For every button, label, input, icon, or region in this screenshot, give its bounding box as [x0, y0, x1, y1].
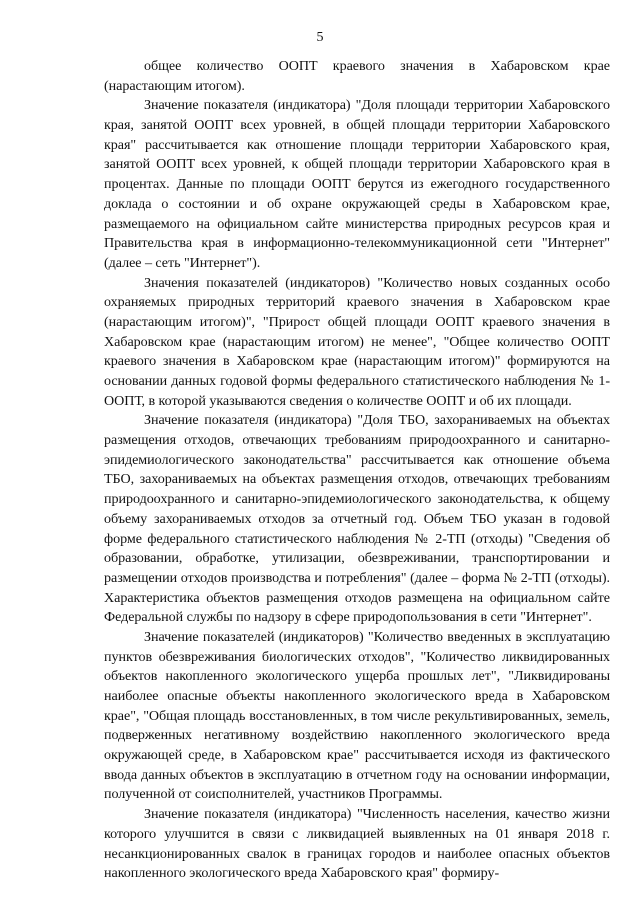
paragraph-oopt-count-indicators: Значения показателей (индикаторов) "Количество новых созданных особо охраняемых природных территорий краевого значения в Хабаровском крае (нарастающим итогом)", "Прирост общей площади ООПТ краевого значения в Хабаровском крае (нарастающим итогом) не менее", "Общее количество ООПТ краевого значения в Хабаровском крае (нарастающим итогом)" формируются на основании данных годовой формы федерального статистического наблюдения № 1-ООПТ, в которой указываются сведения о количестве ООПТ и об их площади. — [104, 274, 610, 409]
paragraph-waste-facilities: Значение показателей (индикаторов) "Количество введенных в эксплуатацию пунктов обезвреживания биологических отходов", "Количество ликвидированных объектов накопленного экологического ущерба прошлых лет", "Ликвидированы наиболее опасные объекты накопленного экологического вреда в Хабаровском крае", "Общая площадь восстановленных, в том числе рекультивированных, земель, подверженных негативному воздействию накопленного экологического вреда окружающей среде, в Хабаровском крае" рассчитывается исходя из фактического ввода данных объектов в эксплуатацию в отчетном году на основании информации, полученной от соисполнителей, участников Программы. — [104, 628, 610, 803]
document-body — [104, 57, 610, 884]
paragraph-continuation: общее количество ООПТ краевого значения в Хабаровском крае (нарастающим итогом). — [104, 58, 610, 94]
paragraph-oopt-area-share: Значение показателя (индикатора) "Доля площади территории Хабаровского края, занятой ООПТ всех уровней, в общей площади территории Хабаровского края" рассчитывается как отношение площади территории Хабаровского края, занятой ООПТ всех уровней, к общей площади территории Хабаровского края в процентах. Данные по площади ООПТ берутся из ежегодного государственного доклада о состоянии и об охране окружающей среды в Хабаровском крае, размещаемого на официальном сайте министерства природных ресурсов края и Правительства края в информационно-телекоммуникационной сети "Интернет" (далее – сеть "Интернет"). — [104, 97, 610, 271]
paragraph-population-quality: Значение показателя (индикатора) "Численность населения, качество жизни которого улучшится в связи с ликвидацией выявленных на 01 января 2018 г. несанкционированных свалок в границах городов и наиболее опасных объектов накопленного экологического вреда Хабаровского края" формиру- — [104, 806, 610, 882]
page-number: 5 — [316, 30, 324, 45]
paragraph-tbo-share: Значение показателя (индикатора) "Доля ТБО, захораниваемых на объектах размещения отходов, отвечающих требованиям природоохранного и санитарно-эпидемиологического законодательства" рассчитывается как отношение объема ТБО, захораниваемых на объектах размещения отходов, отвечающих требованиям природоохранного и санитарно-эпидемиологического законодательства, к общему объему захораниваемых отходов за отчетный год. Объем ТБО указан в годовой форме федерального статистического наблюдения № 2-ТП (отходы) "Сведения об образовании, обработке, утилизации, обезвреживании, транспортировании и размещении отходов производства и потребления" (далее – форма № 2-ТП (отходы). Характеристика объектов размещения отходов размещена на официальном сайте Федеральной службы по надзору в сфере природопользования в сети "Интернет". — [104, 412, 610, 626]
